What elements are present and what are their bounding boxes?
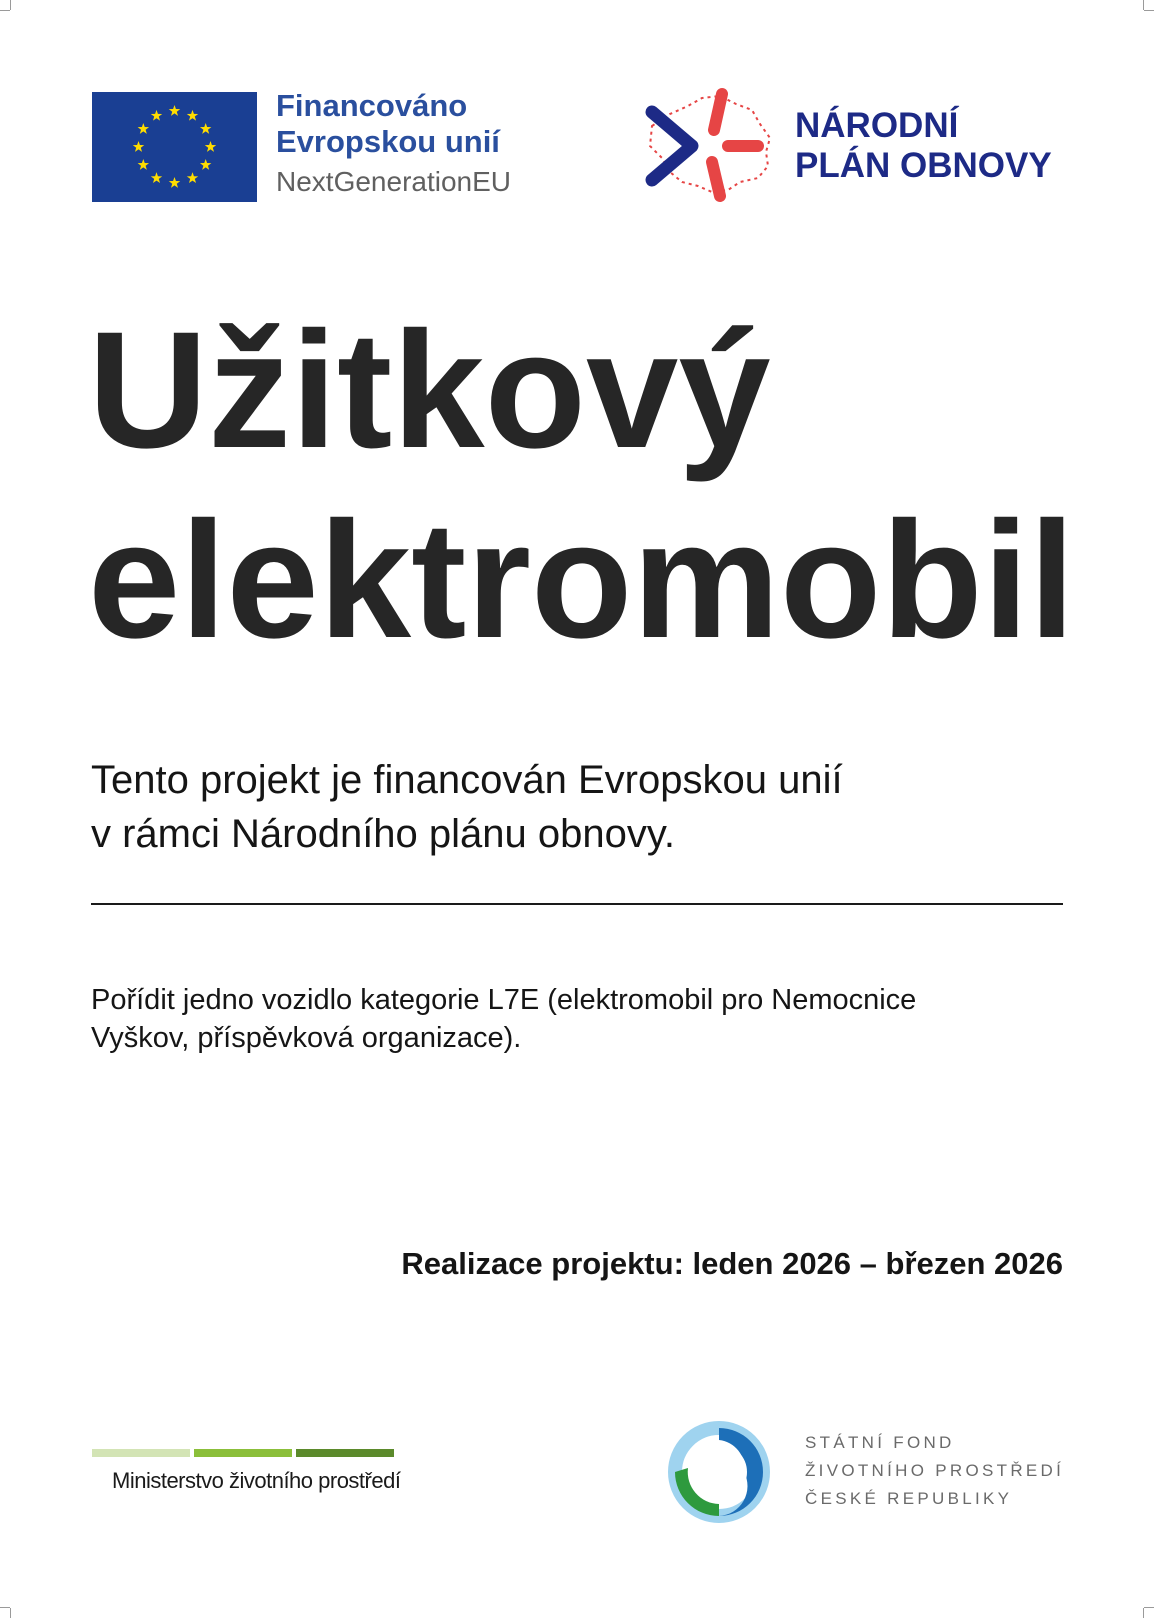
npo-logo-mark [640,86,780,206]
sfzp-logo-line-1: STÁTNÍ FOND [805,1433,955,1452]
npo-logo-text [795,106,1052,186]
funding-statement-line-1: Tento projekt je financován Evropskou unií [91,758,843,802]
eu-funding-line-2: Evropskou unií [276,124,500,159]
divider [91,903,1063,905]
mzp-bar-dark [296,1449,394,1457]
crop-mark-bottom-right-v [1143,1608,1144,1618]
eu-funding-logo-text [276,88,576,202]
project-description [91,981,1071,1057]
mzp-bar-light [92,1449,190,1457]
eu-star-icon [200,159,211,170]
eu-funding-line-1: Financováno [276,88,468,123]
sfzp-logo-line-2: ŽIVOTNÍHO PROSTŘEDÍ [805,1461,1065,1480]
crop-mark-top-right-v [1143,0,1144,10]
mzp-logo-bars [92,1449,394,1457]
crop-mark-top-right-h [1144,10,1154,11]
eu-star-icon [187,110,198,121]
eu-star-icon [138,123,149,134]
project-description-line-1: Pořídit jedno vozidlo kategorie L7E (elektromobil pro Nemocnice [91,984,917,1016]
page-title-line-2: elektromobil [88,488,1076,673]
mzp-bar-mid [194,1449,292,1457]
page-title [88,296,1075,676]
eu-funding-line-3: NextGenerationEU [276,166,512,197]
project-description-line-2: Vyškov, příspěvková organizace). [91,1022,522,1054]
eu-star-icon [169,177,180,188]
funding-statement-line-2: v rámci Národního plánu obnovy. [91,812,676,856]
crop-mark-top-left-h [0,10,10,11]
funding-statement [91,753,843,861]
eu-star-icon [200,123,211,134]
realization-period: Realizace projektu: leden 2026 – březen 2026 [401,1246,1063,1281]
eu-star-icon [138,159,149,170]
eu-stars-icon [92,92,257,202]
mzp-logo-text: Ministerstvo životního prostředí [112,1468,401,1493]
sfzp-logo-line-3: ČESKÉ REPUBLIKY [805,1489,1013,1508]
crop-mark-top-left-v [10,0,11,10]
crop-mark-bottom-left-v [10,1608,11,1618]
page-title-line-1: Užitkový [88,298,771,483]
eu-flag-logo [92,92,257,202]
eu-star-icon [169,105,180,116]
sfzp-logo-text [805,1429,1064,1513]
crop-mark-bottom-right-h [1144,1607,1154,1608]
sfzp-swirl-icon [664,1416,774,1528]
npo-logo-line-2: PLÁN OBNOVY [795,146,1052,185]
crop-mark-bottom-left-h [0,1607,10,1608]
npo-logo-line-1: NÁRODNÍ [795,106,959,145]
eu-star-icon [151,172,162,183]
eu-star-icon [151,110,162,121]
sfzp-logo-mark [664,1416,774,1528]
czech-map-arrow-icon [640,86,780,206]
eu-star-icon [205,141,216,152]
eu-star-icon [133,141,144,152]
eu-star-icon [187,172,198,183]
